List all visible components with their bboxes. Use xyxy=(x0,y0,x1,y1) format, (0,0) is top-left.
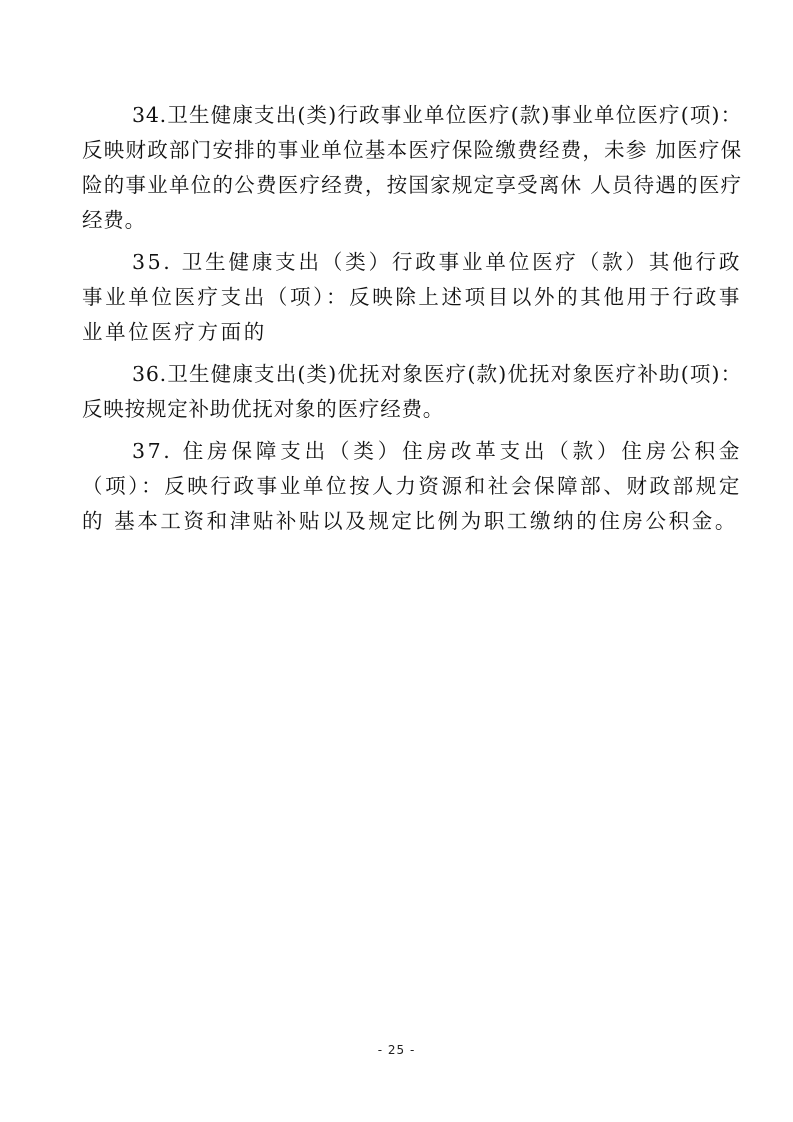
paragraph-35: 35. 卫生健康支出（类）行政事业单位医疗（款）其他行政事业单位医疗支出（项）：反映除上述项目以外的其他用于行政事业单位医疗方面的 xyxy=(82,250,742,344)
document-body xyxy=(82,98,742,546)
paragraph-34: 34.卫生健康支出(类)行政事业单位医疗(款)事业单位医疗(项)：反映财政部门安排的事业单位基本医疗保险缴费经费，未参 加医疗保险的事业单位的公费医疗经费，按国家规定享受离休 人员待遇的医疗经费。 xyxy=(82,103,742,232)
paragraph-37: 37. 住房保障支出（类）住房改革支出（款）住房公积金（项）：反映行政事业单位按人力资源和社会保障部、财政部规定的 基本工资和津贴补贴以及规定比例为职工缴纳的住房公积金。 xyxy=(82,439,742,533)
paragraph-36: 36.卫生健康支出(类)优抚对象医疗(款)优抚对象医疗补助(项)：反映按规定补助优抚对象的医疗经费。 xyxy=(82,362,742,421)
page-number: - 25 - xyxy=(377,1043,416,1057)
